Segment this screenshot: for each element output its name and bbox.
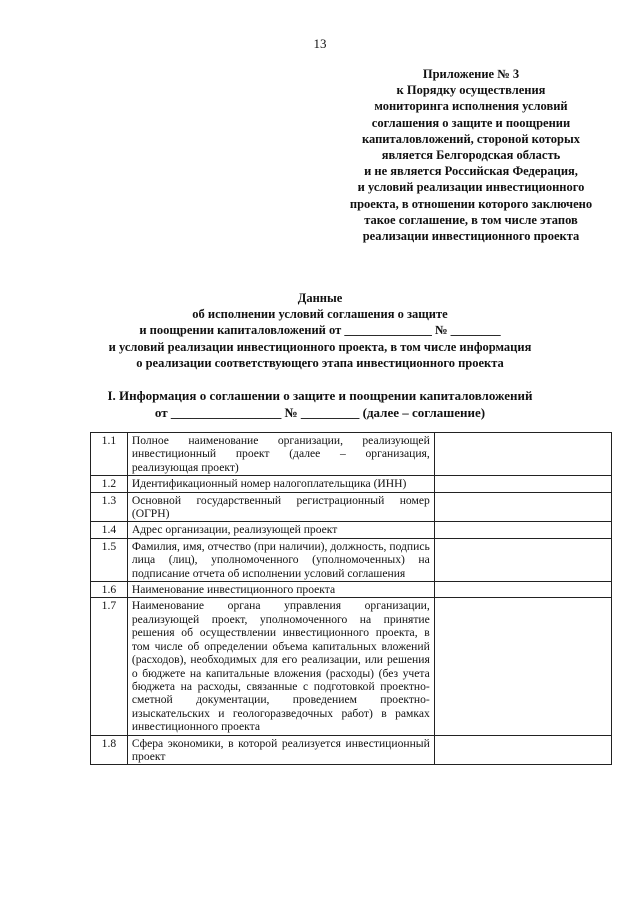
heading-line: об исполнении условий соглашения о защите	[192, 307, 448, 322]
appendix-line: является Белгородская область	[381, 148, 561, 163]
row-description: Полное наименование организации, реализующей инвестиционный проект (далее – организация, реализующая проект)	[127, 433, 434, 476]
row-value-cell[interactable]	[434, 598, 611, 735]
row-value-cell[interactable]	[434, 735, 611, 765]
table-row	[91, 582, 612, 598]
section-heading	[60, 387, 580, 421]
table-row	[91, 735, 612, 765]
section-title: I. Информация о соглашении о защите и поощрении капиталовложений	[107, 388, 533, 403]
section-subtitle: от _________________ № _________ (далее – соглашение)	[154, 405, 486, 420]
row-number: 1.6	[91, 582, 128, 598]
row-number: 1.7	[91, 598, 128, 735]
heading-line: и поощрении капиталовложений от ______________ № ________	[139, 323, 501, 338]
appendix-line: капиталовложений, стороной которых	[361, 131, 580, 146]
heading-line: о реализации соответствующего этапа инвестиционного проекта	[136, 355, 504, 370]
table-row	[91, 476, 612, 492]
table-row	[91, 433, 612, 476]
appendix-line: и условий реализации инвестиционного	[357, 180, 585, 195]
appendix-line: проекта, в отношении которого заключено	[349, 196, 593, 211]
appendix-line: мониторинга исполнения условий	[374, 99, 568, 114]
row-value-cell[interactable]	[434, 522, 611, 538]
row-number: 1.8	[91, 735, 128, 765]
document-heading	[60, 290, 580, 371]
row-number: 1.3	[91, 492, 128, 522]
document-title: Данные	[297, 291, 343, 305]
row-value-cell[interactable]	[434, 582, 611, 598]
appendix-line: реализации инвестиционного проекта	[362, 229, 580, 244]
appendix-title: Приложение № 3	[422, 67, 520, 81]
appendix-line: соглашения о защите и поощрении	[371, 115, 571, 130]
appendix-line: к Порядку осуществления	[396, 83, 546, 98]
row-number: 1.4	[91, 522, 128, 538]
row-description: Адрес организации, реализующей проект	[127, 522, 434, 538]
row-number: 1.2	[91, 476, 128, 492]
row-number: 1.1	[91, 433, 128, 476]
appendix-line: и не является Российская Федерация,	[364, 164, 578, 179]
agreement-info-table	[90, 432, 612, 765]
heading-line: и условий реализации инвестиционного проекта, в том числе информация	[108, 339, 532, 354]
row-description: Наименование инвестиционного проекта	[127, 582, 434, 598]
appendix-block	[330, 66, 612, 244]
page-number: 13	[313, 36, 327, 51]
table-row	[91, 598, 612, 735]
table-row	[91, 492, 612, 522]
row-value-cell[interactable]	[434, 476, 611, 492]
row-description: Фамилия, имя, отчество (при наличии), должность, подпись лица (лиц), уполномоченного (уполномоченных) на подписание отчета об исполнении условий соглашения	[127, 538, 434, 581]
row-value-cell[interactable]	[434, 538, 611, 581]
row-description: Сфера экономики, в которой реализуется инвестиционный проект	[127, 735, 434, 765]
row-number: 1.5	[91, 538, 128, 581]
row-description: Идентификационный номер налогоплательщика (ИНН)	[127, 476, 434, 492]
row-value-cell[interactable]	[434, 492, 611, 522]
table-row	[91, 538, 612, 581]
row-description: Основной государственный регистрационный номер (ОГРН)	[127, 492, 434, 522]
row-description: Наименование органа управления организации, реализующей проект, уполномоченного на принятие решения об осуществлении инвестиционного проекта, в том числе об определении объема капитальных вложений (расходов), необходимых для его реализации, или решения о бюджете на капитальные вложения (расходы) (без учета бюджета на расходы, связанные с подготовкой проектно-сметной документации, проведением проектно-изыскательских и геологоразведочных работ) в рамках инвестиционного проекта	[127, 598, 434, 735]
appendix-line: такое соглашение, в том числе этапов	[364, 212, 578, 227]
table-row	[91, 522, 612, 538]
row-value-cell[interactable]	[434, 433, 611, 476]
